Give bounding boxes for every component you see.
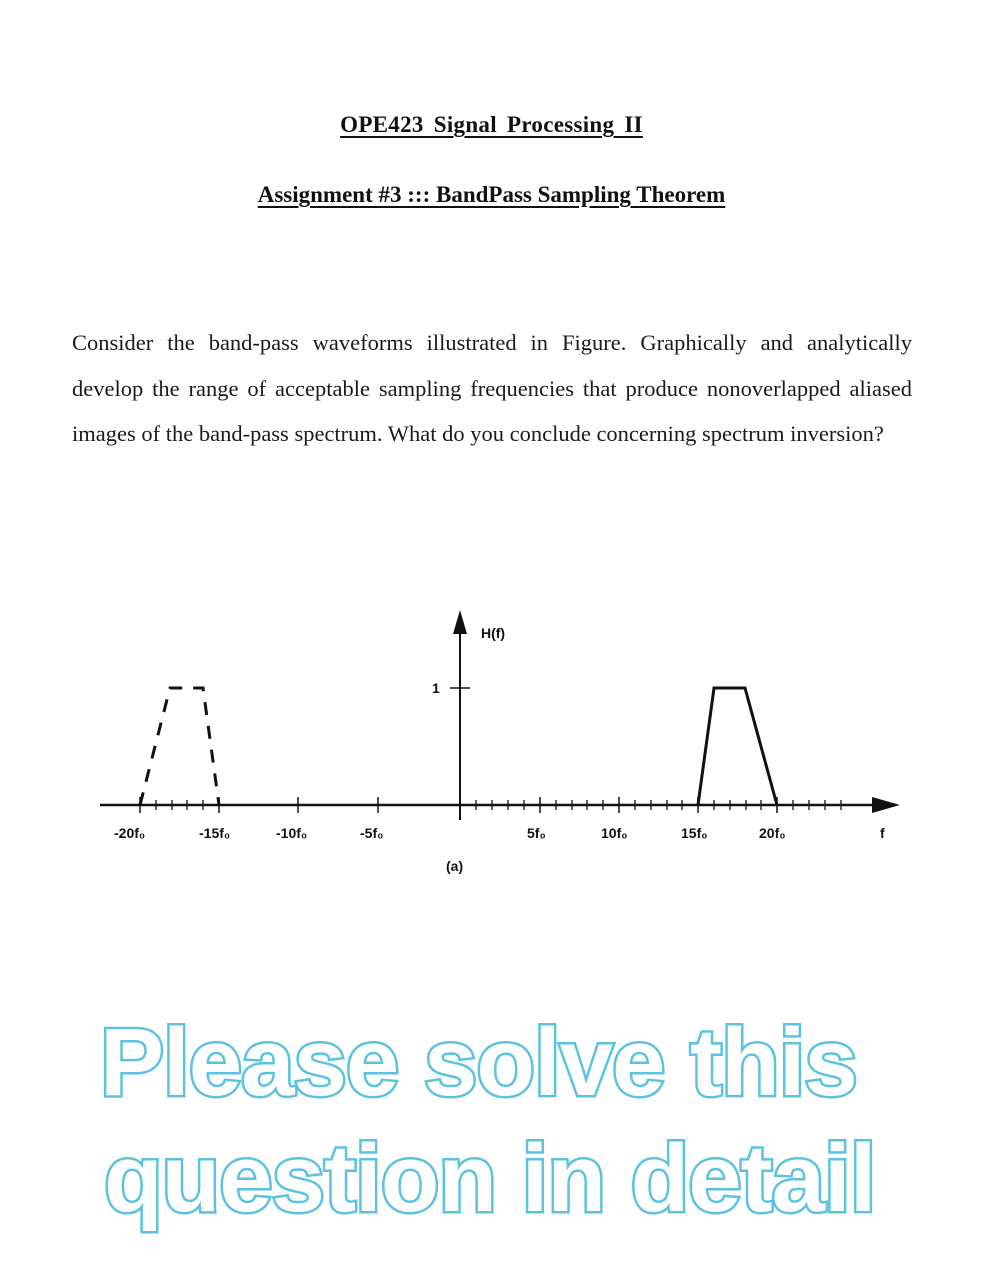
- question-text: Consider the band-pass waveforms illustrated in Figure. Graphically and analytically develop the range of acceptable sampling frequencies that produce nonoverlapped aliased images of the band-pass spectrum. What do you conclude concerning spectrum inversion?: [72, 330, 912, 446]
- band-pass-spectrum-figure: [0, 590, 1007, 890]
- figure-caption: (a): [446, 858, 464, 874]
- y-axis-label: H(f): [481, 625, 506, 641]
- frequency-axis-arrow: [872, 797, 900, 813]
- overlay-line-1: Please solve this: [100, 1009, 857, 1116]
- tick-label: -10f₀: [276, 825, 308, 841]
- tick-label: -20f₀: [114, 825, 146, 841]
- tick-label: 10f₀: [601, 825, 628, 841]
- tick-label: 20f₀: [759, 825, 786, 841]
- assignment-title: Assignment #3 ::: BandPass Sampling Theorem: [257, 182, 726, 207]
- amplitude-label: 1: [432, 680, 440, 696]
- tick-label: 5f₀: [527, 825, 546, 841]
- tick-label: 15f₀: [681, 825, 708, 841]
- positive-band-spectrum: [698, 688, 777, 805]
- tick-label: -15f₀: [199, 825, 231, 841]
- request-overlay-text: [0, 1005, 1007, 1237]
- x-axis-label: f: [880, 825, 885, 841]
- amplitude-axis-arrow: [453, 610, 467, 634]
- tick-label: -5f₀: [360, 825, 384, 841]
- negative-band-spectrum: [140, 688, 219, 805]
- overlay-line-2: question in detail: [104, 1125, 876, 1232]
- course-title: OPE423 Signal Processing II: [340, 112, 643, 137]
